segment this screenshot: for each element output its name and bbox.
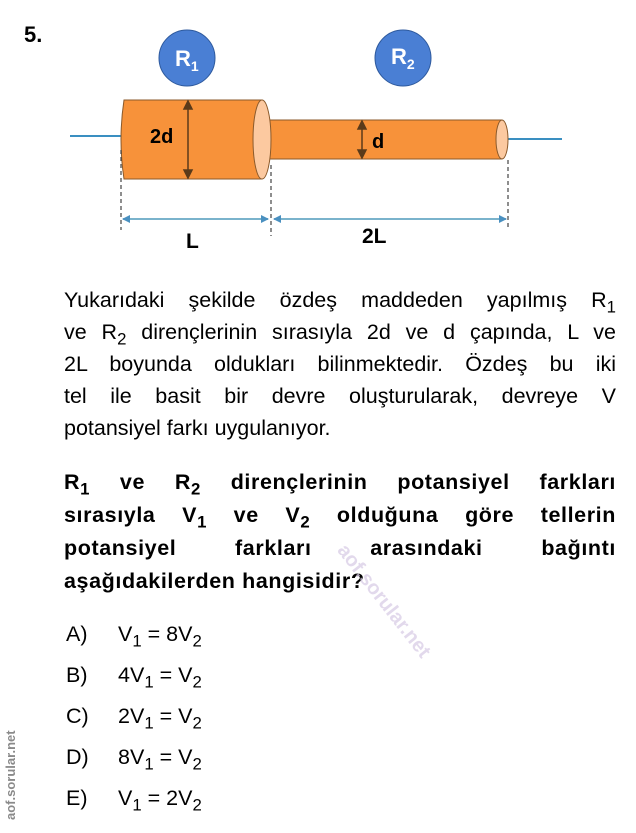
statement-line-5: potansiyel farkı uygulanıyor. [64,416,331,440]
answer-options [66,614,202,819]
option-c[interactable] [66,696,202,737]
diameter-label-2d: 2d [150,126,174,148]
length-arrow-2L [273,215,507,223]
statement-line-1: Yukarıdaki şekilde özdeş maddeden yapılmış $R_1$ [64,288,616,317]
question-line-1: $R_1$ ve $R_2$ dirençlerinin potansiyel farkları [64,470,617,499]
question-text [64,466,616,598]
option-text: $2V_1 = V_2$ [118,704,202,733]
length-label-L: L [186,230,199,253]
option-letter: E) [66,786,88,810]
cylinder-r1-end [253,100,271,179]
length-label-2L: 2L [362,225,387,248]
side-watermark: aof.sorular.net [3,730,18,820]
question-line-2: sırasıyla $V_1$ ve $V_2$ olduğuna göre tellerin [64,503,616,532]
question-line-4: aşağıdakilerden hangisidir? [64,569,365,593]
statement-line-2: ve $R_2$ dirençlerinin sırasıyla 2d ve d çapında, L ve [64,320,616,349]
question-number: 5. [24,22,43,47]
option-b[interactable] [66,655,202,696]
question-line-3: potansiyel farkları arasındaki bağıntı [64,536,616,560]
statement-line-4: tel ile basit bir devre oluşturularak, devreye V [64,384,616,408]
diameter-label-d: d [372,131,385,153]
option-letter: A) [66,622,88,646]
diagonal-watermark: aof.sorular.net [332,540,435,663]
statement-line-3: 2L boyunda oldukları bilinmektedir. Özdeş bu iki [64,352,616,376]
option-text: $8V_1 = V_2$ [118,745,202,774]
option-letter: D) [66,745,89,769]
option-letter: B) [66,663,88,687]
cylinder-r2-end [496,120,508,159]
option-d[interactable] [66,737,202,778]
option-text: $V_1 = 2V_2$ [118,786,202,815]
resistor-diagram [0,0,636,270]
badge-r1-sub: 1 [190,58,199,74]
option-text: $V_1 = 8V_2$ [118,622,202,651]
option-letter: C) [66,704,89,728]
option-text: $4V_1 = V_2$ [118,663,202,692]
length-arrow-L [122,215,269,223]
option-a[interactable] [66,614,202,655]
problem-statement [64,284,616,444]
badge-r2-sub: 2 [406,56,415,72]
badge-r2-label: R [391,44,407,69]
badge-r1-label: R [175,46,191,71]
cylinder-r1-body [121,100,262,179]
option-e[interactable] [66,778,202,819]
